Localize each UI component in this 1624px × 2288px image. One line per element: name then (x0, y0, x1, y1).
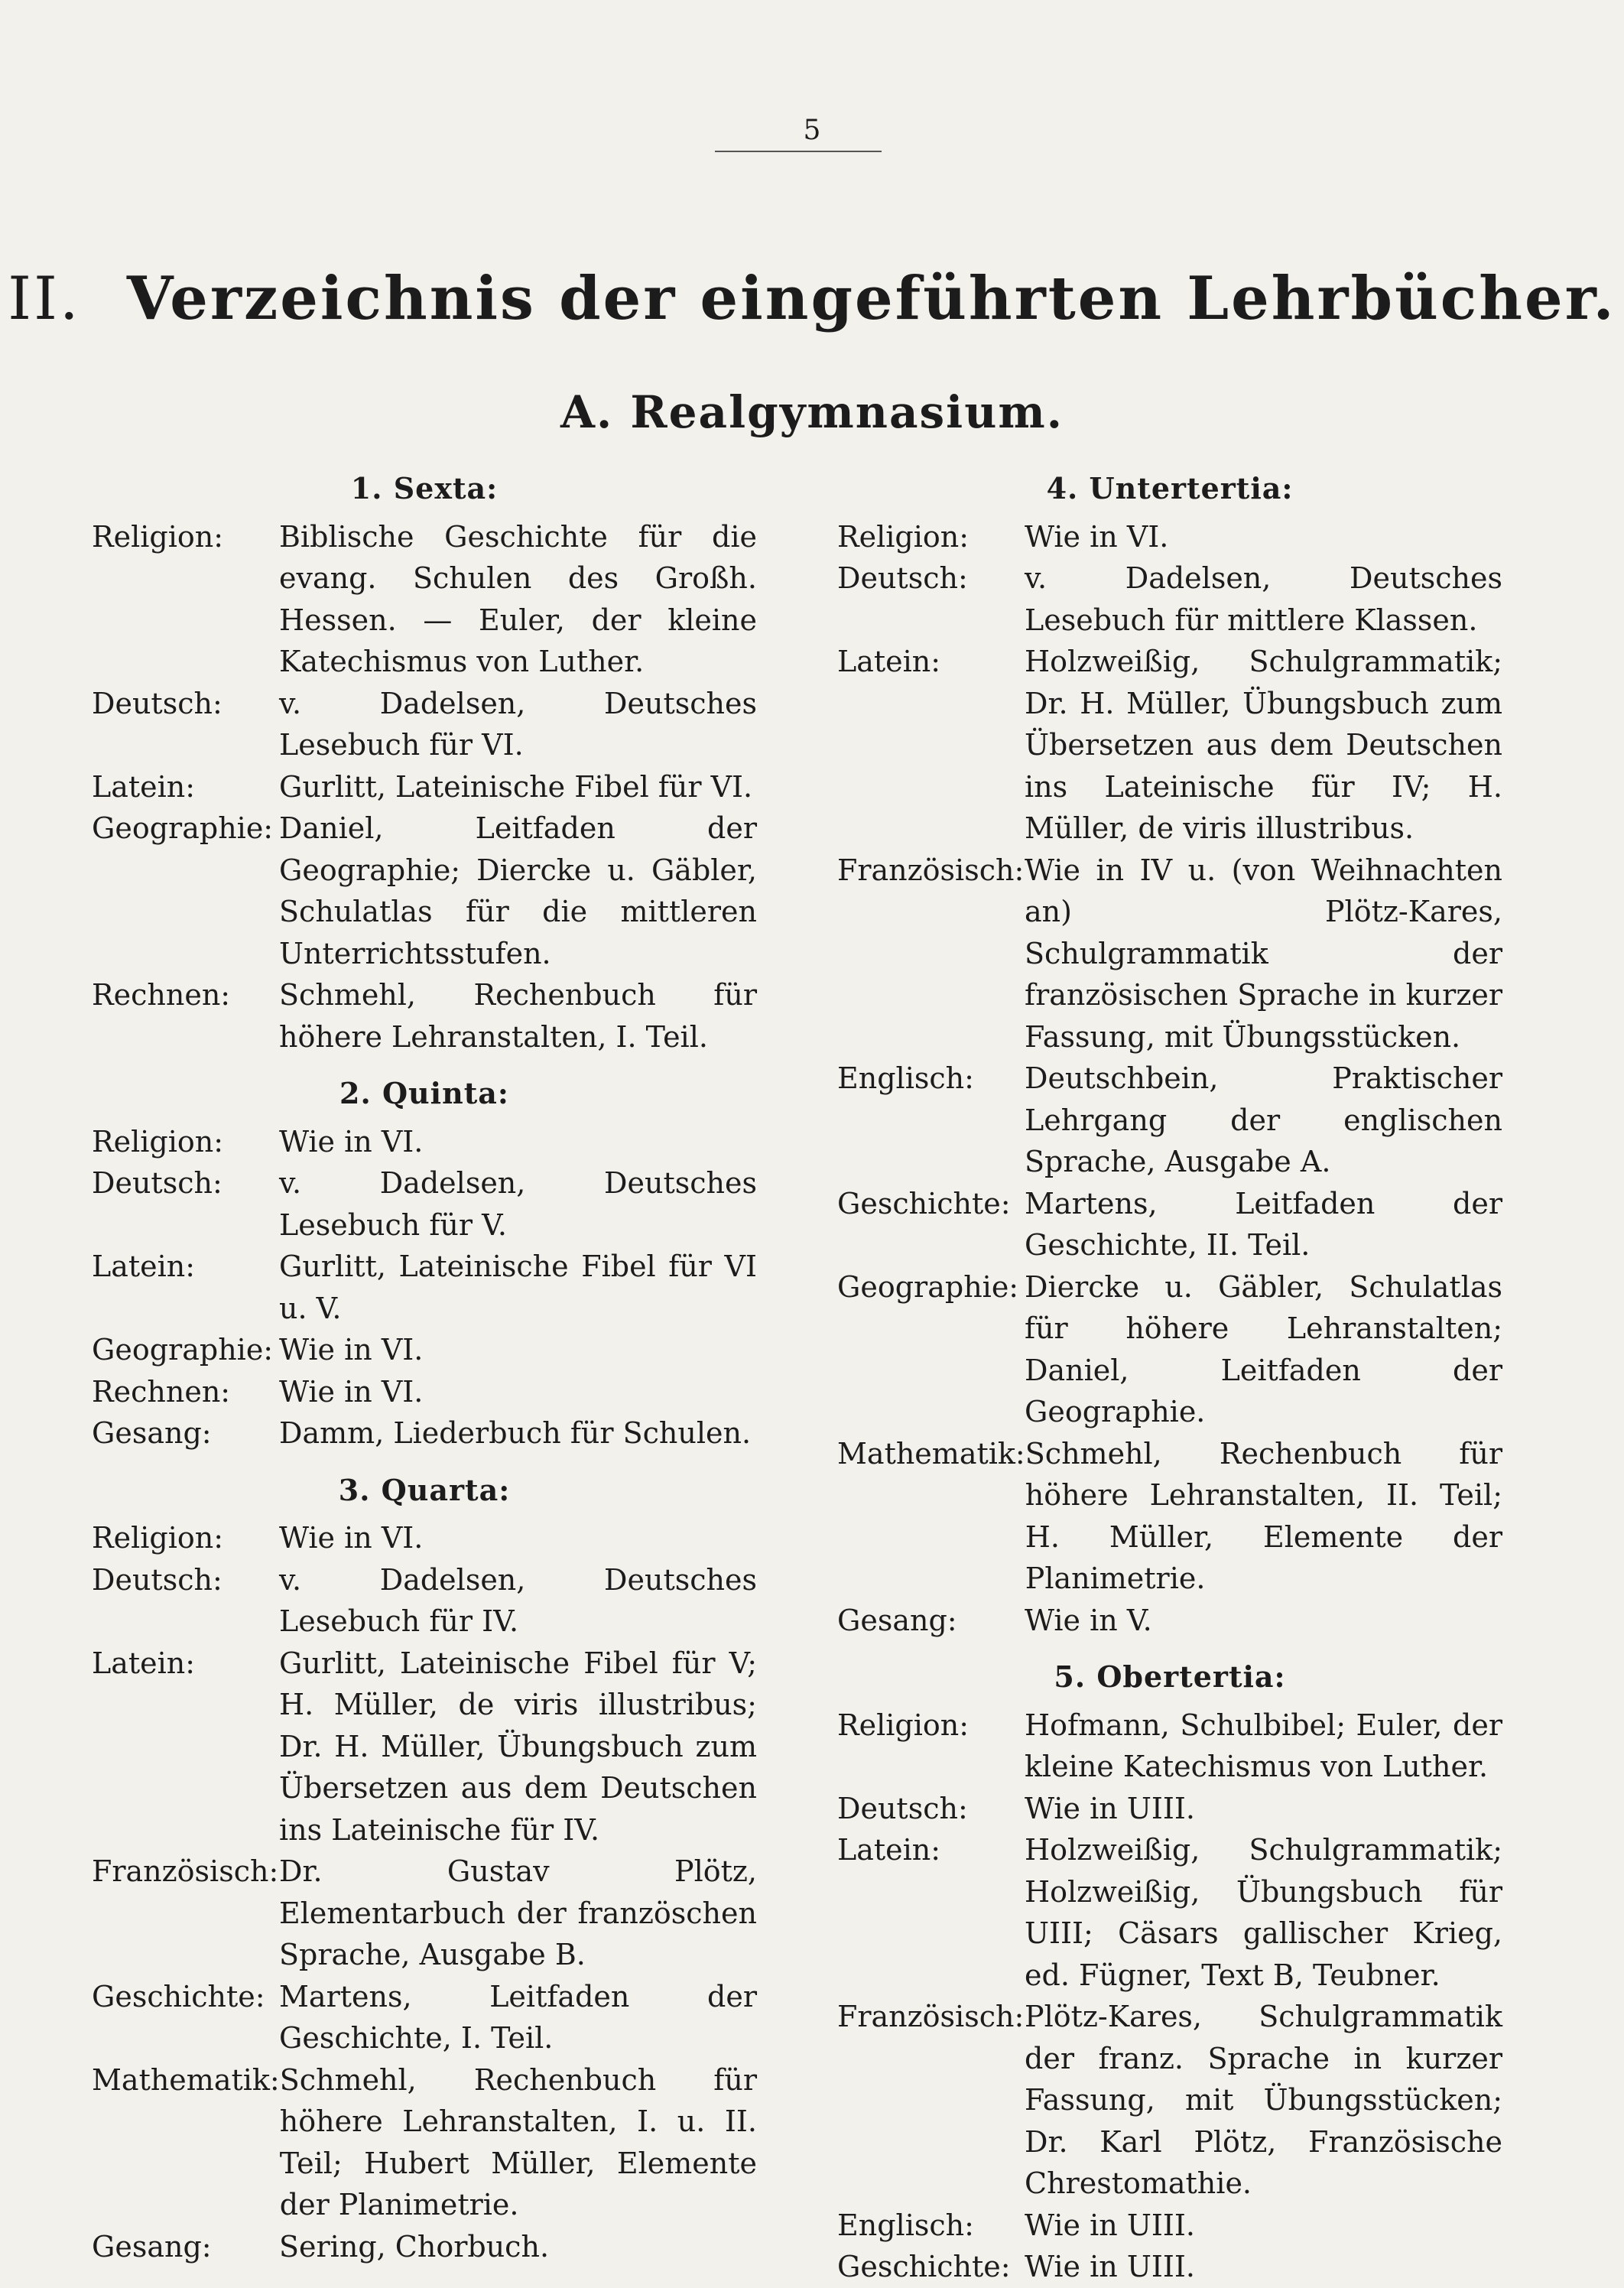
page-number: 5 (803, 115, 821, 146)
class-section (92, 468, 757, 1058)
class-section (92, 1073, 757, 1454)
textbook-list: Wie in VI. (279, 1521, 424, 1555)
textbook-list: Wie in VI. (279, 1124, 424, 1159)
textbook-entry (92, 1329, 757, 1371)
textbook-list: Biblische Geschichte für die evang. Schulen des Großh. Hessen. — Euler, der kleine Katechismus von Luther. (279, 519, 757, 678)
subject-label: Gesang: (92, 2229, 212, 2264)
subject-label: Englisch: (837, 2208, 974, 2242)
page-title (0, 264, 1624, 333)
textbook-list: Gurlitt, Lateinische Fibel für V; H. Müller, de viris illustribus; Dr. H. Müller, Übungsbuch zum Übersetzen aus dem Deutschen ins Lateinische für IV. (279, 1646, 757, 1847)
subject-label: Geographie: (837, 1269, 1019, 1304)
textbook-list: Schmehl, Rechenbuch für höhere Lehranstalten, I. Teil. (279, 978, 757, 1054)
subject-label: Religion: (837, 1708, 970, 1742)
class-heading: 5. Obertertia: (1054, 1659, 1286, 1694)
subject-label: Deutsch: (92, 1562, 222, 1597)
subject-label: Religion: (92, 1124, 224, 1159)
textbook-entry (837, 1996, 1502, 2205)
textbook-entry (837, 2246, 1502, 2288)
subject-label: Geschichte: (837, 2250, 1011, 2283)
textbook-entry (837, 557, 1502, 641)
textbook-entry (837, 516, 1502, 558)
textbook-list: Damm, Liederbuch für Schulen. (279, 1416, 752, 1450)
subject-label: Deutsch: (92, 1166, 222, 1200)
section-title: Verzeichnis der eingeführten Lehrbücher. (126, 264, 1616, 333)
subject-label: Geschichte: (837, 1186, 1011, 1220)
textbook-list: Plötz-Kares, Schulgrammatik der franz. Sprache in kurzer Fassung, mit Übungsstücken; Dr. Karl Plötz, Französische Chrestomathie. (1025, 2000, 1502, 2200)
textbook-list: Dr. Gustav Plötz, Elementarbuch der französchen Sprache, Ausgabe B. (279, 1854, 757, 1971)
textbook-entry (92, 2226, 757, 2268)
section-subtitle: A. Realgymnasium. (560, 386, 1064, 438)
subject-label: Geographie: (92, 811, 274, 845)
subject-label: Deutsch: (837, 561, 968, 595)
textbook-list: Wie in V. (1025, 1603, 1152, 1637)
subject-label: Englisch: (837, 1061, 974, 1095)
textbook-list: v. Dadelsen, Deutsches Lesebuch für mittlere Klassen. (1025, 561, 1502, 637)
textbook-list: v. Dadelsen, Deutsches Lesebuch für VI. (279, 686, 757, 762)
textbook-list: Wie in VI. (279, 1333, 424, 1367)
subject-label: Französisch: (837, 2000, 1025, 2033)
textbook-list: Wie in IV u. (von Weihnachten an) Plötz-Kares, Schulgrammatik der französischen Sprache in kurzer Fassung, mit Übungsstücken. (1025, 853, 1502, 1054)
textbook-list: Wie in UIII. (1025, 2250, 1195, 2283)
class-section (92, 1470, 757, 2268)
textbook-list: Martens, Leitfaden der Geschichte, II. Teil. (1025, 1186, 1502, 1262)
left-column (92, 468, 757, 2267)
textbook-list: Martens, Leitfaden der Geschichte, I. Teil. (279, 1979, 757, 2055)
textbook-entry (92, 1851, 757, 1976)
textbook-list: Sering, Chorbuch. (279, 2229, 550, 2264)
subject-label: Gesang: (837, 1603, 957, 1637)
textbook-entry (837, 1600, 1502, 1642)
page-number-rule (715, 151, 882, 152)
textbook-entry (92, 766, 757, 808)
textbook-entry (92, 1976, 757, 2059)
textbook-entry (837, 2205, 1502, 2247)
subject-label: Französisch: (92, 1854, 279, 1888)
textbook-entry (92, 1246, 757, 1329)
textbook-entry (837, 1705, 1502, 1788)
textbook-entry (92, 1643, 757, 1851)
textbook-entry (837, 850, 1502, 1058)
textbook-entry (837, 1788, 1502, 1830)
class-heading: 3. Quarta: (338, 1472, 511, 1507)
subject-label: Rechnen: (92, 1374, 231, 1409)
subject-label: Mathematik: (92, 2062, 280, 2097)
subject-label: Deutsch: (837, 1791, 968, 1825)
textbook-entry (92, 1559, 757, 1643)
subject-label: Deutsch: (92, 686, 222, 720)
textbook-list: Deutschbein, Praktischer Lehrgang der englischen Sprache, Ausgabe A. (1025, 1061, 1502, 1178)
class-heading: 4. Untertertia: (1046, 471, 1294, 505)
textbook-entry (837, 1183, 1502, 1266)
textbook-entry (92, 683, 757, 766)
textbook-entry (92, 2059, 757, 2226)
subject-label: Französisch: (837, 853, 1025, 887)
subject-label: Religion: (837, 519, 970, 554)
textbook-list: Wie in VI. (279, 1374, 424, 1409)
subject-label: Rechnen: (92, 978, 231, 1012)
textbook-list: Gurlitt, Lateinische Fibel für VI u. V. (279, 1250, 757, 1325)
textbook-entry (92, 808, 757, 974)
subject-label: Latein: (92, 1250, 196, 1283)
textbook-list: Wie in UIII. (1025, 2208, 1195, 2242)
textbook-entry (837, 1433, 1502, 1600)
subject-label: Latein: (837, 645, 941, 678)
textbook-entry (837, 641, 1502, 850)
class-section (837, 468, 1502, 1641)
textbook-list: Wie in VI. (1025, 519, 1169, 554)
subject-label: Geographie: (92, 1333, 274, 1367)
textbook-entry (92, 974, 757, 1058)
subject-label: Geschichte: (92, 1979, 265, 2013)
class-section (837, 1656, 1502, 2288)
textbook-entry (92, 1162, 757, 1246)
textbook-list: Schmehl, Rechenbuch für höhere Lehranstalten, I. u. II. Teil; Hubert Müller, Elemente der Planimetrie. (279, 2062, 757, 2221)
textbook-list: Hofmann, Schulbibel; Euler, der kleine Katechismus von Luther. (1025, 1708, 1502, 1783)
textbook-list: Holzweißig, Schulgrammatik; Dr. H. Müller, Übungsbuch zum Übersetzen aus dem Deutschen ins Lateinische für IV; H. Müller, de viris illustribus. (1025, 645, 1502, 845)
class-heading: 2. Quinta: (339, 1076, 509, 1110)
subject-label: Latein: (92, 769, 196, 804)
textbook-list: v. Dadelsen, Deutsches Lesebuch für IV. (279, 1562, 757, 1638)
textbook-list: v. Dadelsen, Deutsches Lesebuch für V. (279, 1166, 757, 1242)
textbook-entry (92, 1121, 757, 1163)
section-numeral: II. (8, 265, 81, 333)
subject-label: Latein: (837, 1833, 941, 1867)
textbook-list: Schmehl, Rechenbuch für höhere Lehranstalten, II. Teil; H. Müller, Elemente der Planimetrie. (1025, 1436, 1502, 1595)
textbook-list: Gurlitt, Lateinische Fibel für VI. (279, 769, 753, 804)
subject-label: Gesang: (92, 1416, 212, 1450)
textbook-list: Diercke u. Gäbler, Schulatlas für höhere Lehranstalten; Daniel, Leitfaden der Geographie. (1025, 1269, 1502, 1428)
subject-label: Mathematik: (837, 1436, 1025, 1471)
subject-label: Religion: (92, 519, 224, 554)
textbook-entry (92, 516, 757, 683)
textbook-list: Holzweißig, Schulgrammatik; Holzweißig, Übungsbuch für UIII; Cäsars gallischer Krieg, ed. Fügner, Text B, Teubner. (1025, 1833, 1502, 1992)
subject-label: Religion: (92, 1521, 224, 1555)
textbook-list: Wie in UIII. (1025, 1791, 1195, 1825)
textbook-entry (92, 1371, 757, 1413)
textbook-list: Daniel, Leitfaden der Geographie; Diercke u. Gäbler, Schulatlas für die mittleren Unterrichtsstufen. (279, 811, 757, 970)
class-heading: 1. Sexta: (350, 471, 499, 505)
textbook-entry (92, 1517, 757, 1559)
textbook-entry (837, 1266, 1502, 1433)
subject-label: Latein: (92, 1646, 196, 1680)
right-column (837, 468, 1502, 2288)
textbook-entry (92, 1412, 757, 1454)
textbook-entry (837, 1058, 1502, 1183)
textbook-entry (837, 1829, 1502, 1996)
